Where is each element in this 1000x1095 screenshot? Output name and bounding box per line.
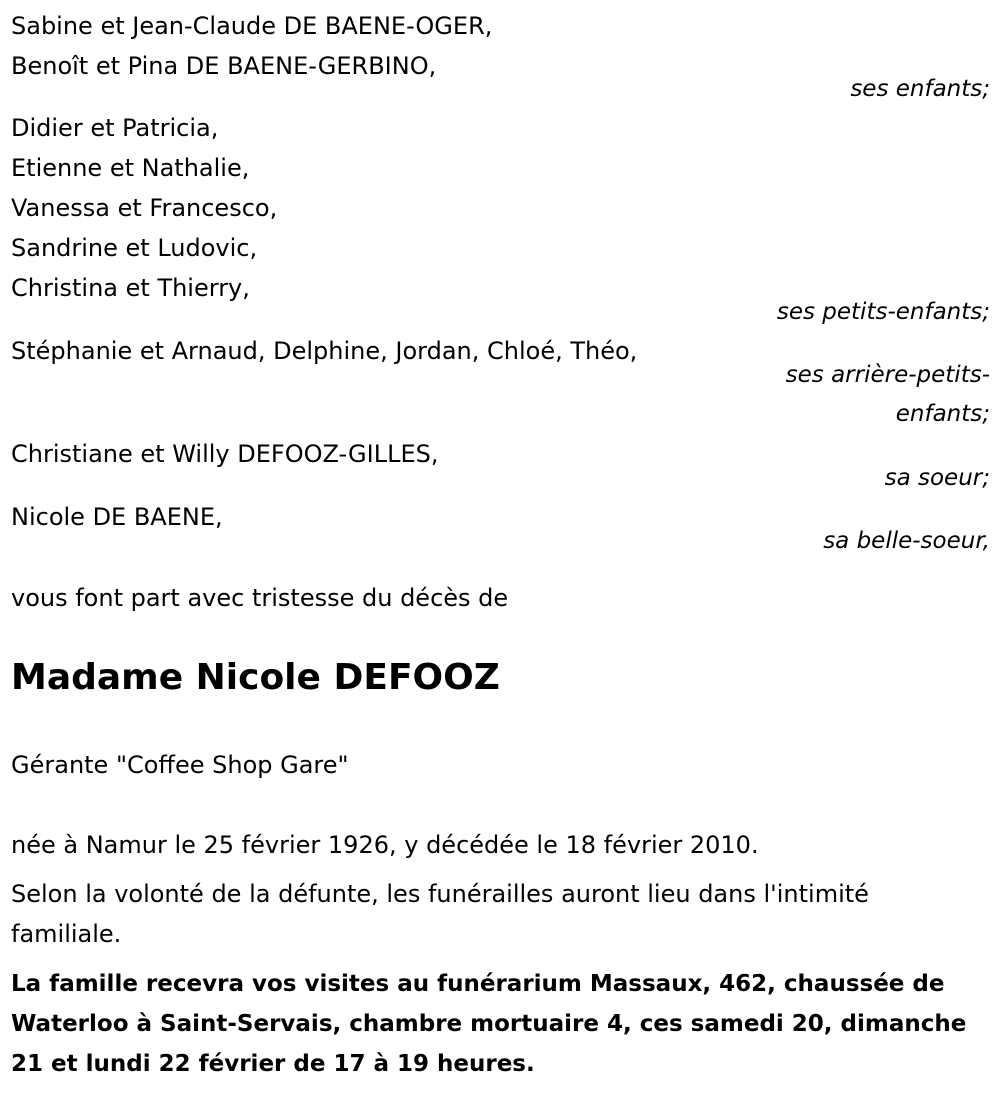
sister-name-line: Christiane et Willy DEFOOZ-GILLES, xyxy=(11,440,439,468)
grandchild-name-line: Christina et Thierry, xyxy=(11,274,250,302)
children-role: ses enfants; xyxy=(850,76,990,102)
funeral-note: Selon la volonté de la défunte, les funérailles auront lieu dans l'intimité familiale. xyxy=(11,880,869,948)
grandchild-name-line: Didier et Patricia, xyxy=(11,114,219,142)
sister-role: sa soeur; xyxy=(884,465,990,491)
occupation-text: Gérante "Coffee Shop Gare" xyxy=(11,751,349,779)
announcement-text: vous font part avec tristesse du décès de xyxy=(11,584,509,612)
great-grandchildren-role-line1: ses arrière-petits- xyxy=(785,362,990,388)
sister-in-law-name-line: Nicole DE BAENE, xyxy=(11,503,223,531)
grandchild-name-line: Sandrine et Ludovic, xyxy=(11,234,258,262)
grandchild-name-line: Vanessa et Francesco, xyxy=(11,194,278,222)
grandchild-name-line: Etienne et Nathalie, xyxy=(11,154,250,182)
great-grandchild-name-line: Stéphanie et Arnaud, Delphine, Jordan, Chloé, Théo, xyxy=(11,337,638,365)
birth-death-text: née à Namur le 25 février 1926, y décédée le 18 février 2010. xyxy=(11,831,759,859)
sister-in-law-role: sa belle-soeur, xyxy=(823,528,990,554)
great-grandchildren-role-line2: enfants; xyxy=(895,401,990,427)
child-name-line: Benoît et Pina DE BAENE-GERBINO, xyxy=(11,52,437,80)
visits-note: La famille recevra vos visites au funérarium Massaux, 462, chaussée de Waterloo à Saint-Servais, chambre mortuaire 4, ces samedi 20, dimanche 21 et lundi 22 février de 17 à 19 heures. xyxy=(11,971,967,1077)
grandchildren-role: ses petits-enfants; xyxy=(776,299,990,325)
child-name-line: Sabine et Jean-Claude DE BAENE-OGER, xyxy=(11,12,493,40)
deceased-name: Madame Nicole DEFOOZ xyxy=(11,657,500,698)
